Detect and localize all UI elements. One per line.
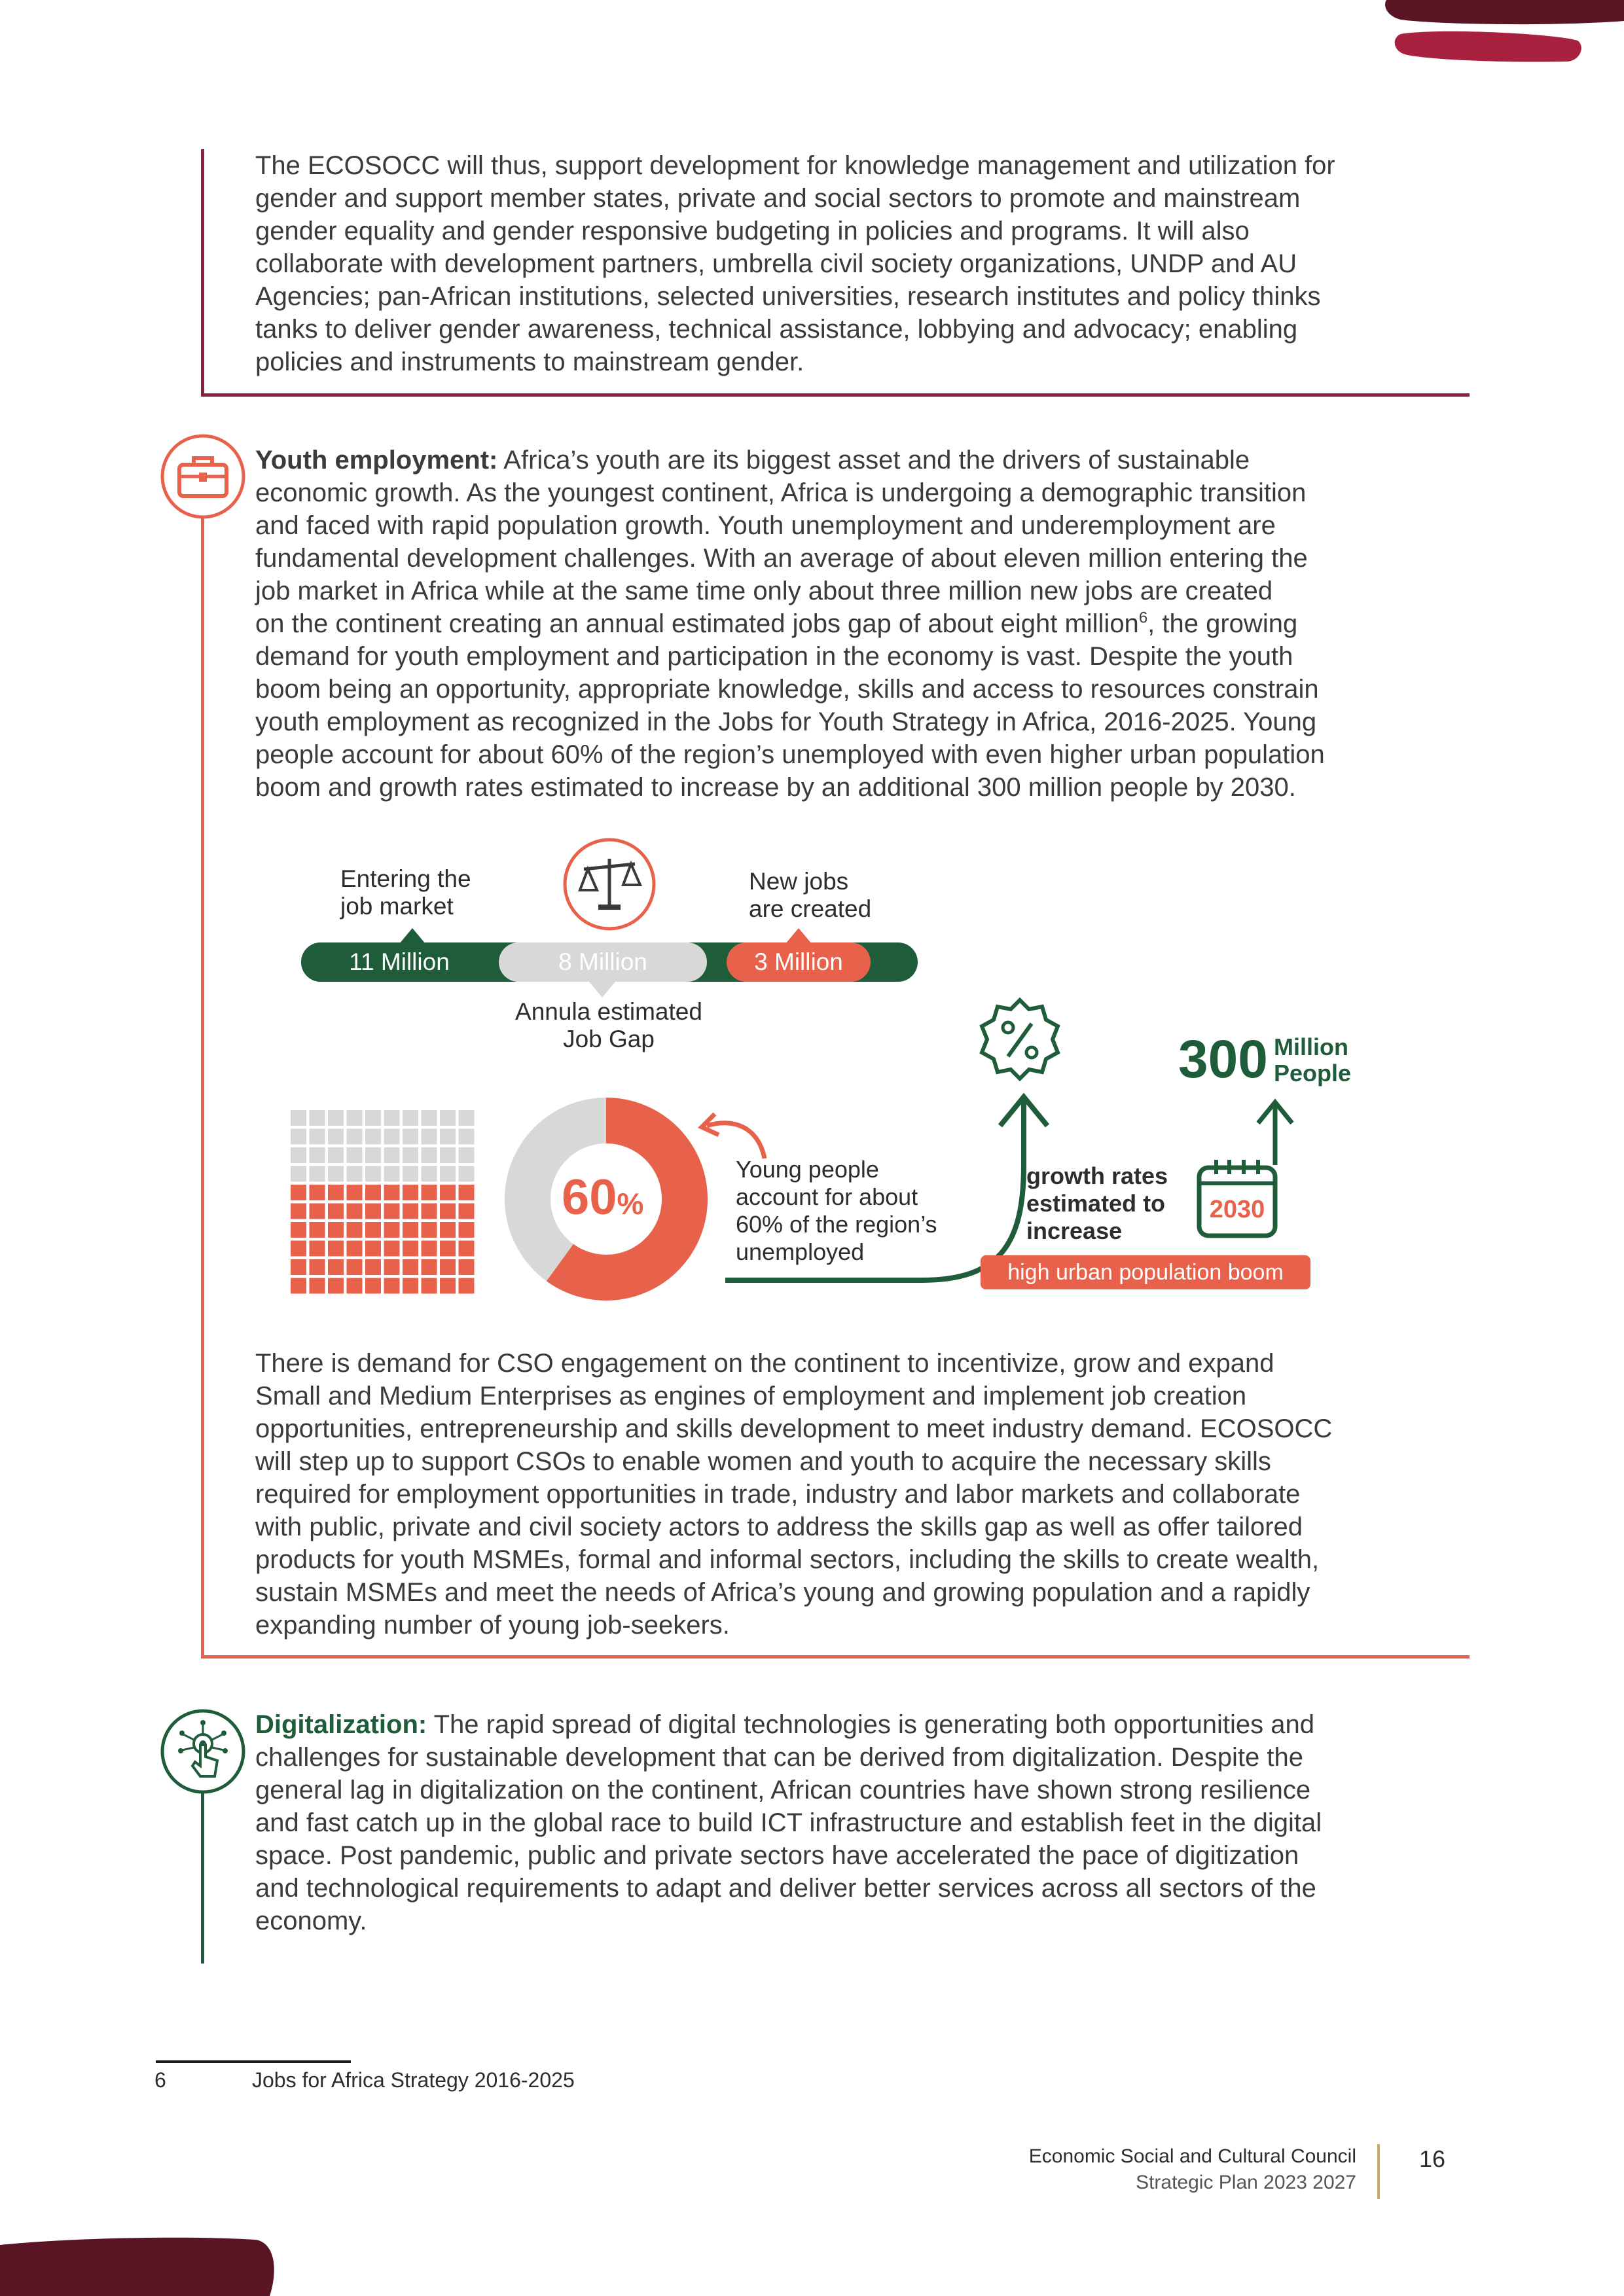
- waffle-cell: [384, 1166, 400, 1182]
- waffle-cell: [403, 1204, 418, 1219]
- youth-paragraph-2: There is demand for CSO engagement on the continent to incentivize, grow and expand Small and Medium Enterprises as engines of employment and implement job creation opportunities, entrepreneurship and skills development to meet industry demand. ECOSOCC will step up to support CSOs to enable women and youth to acquire the necessary skills required for employment opportunities in trade, industry and labor markets and collaborate with public, private and civil society actors to address the skills gap as well as offer tailored products for youth MSMEs, formal and informal sectors, including the skills to create wealth, sustain MSMEs and meet the needs of Africa’s young and growing population and a rapidly expanding number of young job-seekers.: [255, 1349, 1333, 1640]
- waffle-cell: [440, 1222, 456, 1238]
- annual-gap-label: Annula estimated Job Gap: [515, 998, 702, 1052]
- waffle-cell: [384, 1129, 400, 1145]
- waffle-cell: [291, 1204, 306, 1219]
- waffle-cell: [440, 1278, 456, 1294]
- waffle-cell: [422, 1204, 437, 1219]
- waffle-cell: [328, 1222, 344, 1238]
- waffle-cell: [422, 1259, 437, 1275]
- waffle-cell: [384, 1147, 400, 1163]
- waffle-cell: [310, 1278, 325, 1294]
- calendar-year: 2030: [1209, 1196, 1265, 1223]
- waffle-cell: [310, 1204, 325, 1219]
- waffle-cell: [347, 1129, 363, 1145]
- growth-text: growth rates estimated to increase: [1026, 1162, 1168, 1244]
- waffle-cell: [422, 1185, 437, 1200]
- waffle-cell: [365, 1204, 381, 1219]
- waffle-grid: [291, 1110, 480, 1300]
- waffle-cell: [422, 1241, 437, 1257]
- waffle-cell: [291, 1278, 306, 1294]
- waffle-cell: [440, 1241, 456, 1257]
- new-jobs-label: New jobs are created: [749, 868, 872, 922]
- donut-number: 60: [562, 1170, 617, 1225]
- page-number: 16: [1419, 2145, 1446, 2172]
- waffle-cell: [440, 1259, 456, 1275]
- youth-section-rule-horizontal: [201, 1655, 1470, 1659]
- urban-boom-pill: high urban population boom: [981, 1255, 1310, 1289]
- waffle-cell: [440, 1185, 456, 1200]
- youth-paragraph: [255, 444, 1466, 804]
- waffle-cell: [403, 1110, 418, 1126]
- waffle-cell: [365, 1222, 381, 1238]
- young-people-text: Young people account for about 60% of the region’s unemployed: [736, 1156, 937, 1265]
- waffle-cell: [310, 1259, 325, 1275]
- waffle-cell: [310, 1222, 325, 1238]
- waffle-cell: [328, 1204, 344, 1219]
- waffle-cell: [347, 1259, 363, 1275]
- waffle-cell: [384, 1185, 400, 1200]
- waffle-cell: [328, 1278, 344, 1294]
- waffle-cell: [384, 1222, 400, 1238]
- waffle-cell: [422, 1110, 437, 1126]
- waffle-cell: [347, 1166, 363, 1182]
- balance-scale-icon: [560, 835, 659, 933]
- waffle-cell: [310, 1185, 325, 1200]
- waffle-cell: [459, 1166, 475, 1182]
- footer-org: Economic Social and Cultural Council: [1028, 2145, 1356, 2167]
- big-number: 300: [1178, 1030, 1268, 1089]
- new-jobs-segment: 3 Million: [727, 942, 871, 982]
- waffle-cell: [365, 1241, 381, 1257]
- footnote-text: Jobs for Africa Strategy 2016-2025: [252, 2068, 575, 2092]
- entering-pointer: [399, 928, 425, 944]
- waffle-cell: [347, 1147, 363, 1163]
- footnote-number: 6: [154, 2068, 166, 2092]
- footnote-ref: 6: [1138, 609, 1148, 627]
- waffle-cell: [310, 1147, 325, 1163]
- waffle-cell: [328, 1166, 344, 1182]
- waffle-cell: [403, 1129, 418, 1145]
- youth-paragraph-text-cont: , the growing demand for youth employment and participation in the economy is vast. Despite the youth boom being an opportunity, appropriate knowledge, skills and access to resources constrain youth employment as recognized in the Jobs for Youth Strategy in Africa, 2016-2025. Young people account for about 60% of the region’s unemployed with even higher urban population boom and growth rates estimated to increase by an additional 300 million people by 2030.: [255, 609, 1325, 802]
- waffle-cell: [384, 1278, 400, 1294]
- waffle-cell: [365, 1147, 381, 1163]
- digital-paragraph-text: The rapid spread of digital technologies is generating both opportunities and challenges for sustainable development that can be derived from digitalization. Despite the general lag in digitalization on the continent, African countries have shown strong resilience and fast catch up in the global race to build ICT infrastructure and establish feet in the digital space. Post pandemic, public and private sectors have accelerated the pace of digitization and technological requirements to adapt and deliver better services across all sectors of the economy.: [255, 1710, 1322, 1935]
- waffle-cell: [422, 1166, 437, 1182]
- waffle-cell: [459, 1278, 475, 1294]
- waffle-cell: [459, 1185, 475, 1200]
- waffle-cell: [310, 1241, 325, 1257]
- waffle-cell: [310, 1110, 325, 1126]
- entering-market-segment: 11 Million: [301, 942, 497, 982]
- waffle-cell: [365, 1185, 381, 1200]
- waffle-cell: [403, 1166, 418, 1182]
- waffle-cell: [365, 1110, 381, 1126]
- waffle-cell: [459, 1147, 475, 1163]
- waffle-cell: [365, 1129, 381, 1145]
- digital-paragraph: [255, 1708, 1466, 1937]
- job-gap-segment: 8 Million: [499, 942, 707, 982]
- top-right-brush-decoration: [0, 0, 1624, 79]
- gender-section-rule-horizontal: [201, 393, 1470, 397]
- waffle-cell: [291, 1222, 306, 1238]
- gap-pointer: [589, 982, 615, 997]
- waffle-cell: [347, 1185, 363, 1200]
- waffle-cell: [347, 1241, 363, 1257]
- waffle-cell: [459, 1110, 475, 1126]
- waffle-cell: [384, 1204, 400, 1219]
- waffle-cell: [403, 1278, 418, 1294]
- youth-section-rule-vertical: [201, 512, 204, 1659]
- waffle-cell: [422, 1278, 437, 1294]
- entering-job-market-label: Entering the job market: [340, 865, 471, 920]
- waffle-cell: [291, 1241, 306, 1257]
- waffle-cell: [328, 1259, 344, 1275]
- waffle-cell: [310, 1166, 325, 1182]
- waffle-cell: [328, 1185, 344, 1200]
- waffle-cell: [403, 1147, 418, 1163]
- briefcase-icon: [157, 431, 249, 522]
- waffle-cell: [328, 1241, 344, 1257]
- waffle-cell: [347, 1222, 363, 1238]
- waffle-cell: [384, 1259, 400, 1275]
- footer-divider: [1377, 2144, 1380, 2199]
- waffle-cell: [291, 1259, 306, 1275]
- footer-plan: Strategic Plan 2023 2027: [1136, 2172, 1356, 2193]
- waffle-cell: [440, 1147, 456, 1163]
- waffle-cell: [384, 1110, 400, 1126]
- waffle-cell: [459, 1222, 475, 1238]
- gender-paragraph: The ECOSOCC will thus, support development for knowledge management and utilization for gender and support member states, private and social sectors to promote and mainstream gender equality and gender responsive budgeting in policies and programs. It will also collaborate with development partners, umbrella civil society organizations, UNDP and AU Agencies; pan-African institutions, selected universities, research institutes and policy thinks tanks to deliver gender awareness, technical assistance, lobbying and advocacy; enabling policies and instruments to mainstream gender.: [255, 151, 1335, 376]
- waffle-cell: [403, 1222, 418, 1238]
- digital-touch-icon: [157, 1706, 249, 1797]
- waffle-cell: [459, 1129, 475, 1145]
- waffle-cell: [422, 1147, 437, 1163]
- waffle-cell: [459, 1204, 475, 1219]
- waffle-cell: [328, 1110, 344, 1126]
- waffle-cell: [328, 1147, 344, 1163]
- waffle-cell: [440, 1110, 456, 1126]
- youth-heading: Youth employment:: [255, 446, 498, 475]
- waffle-cell: [310, 1129, 325, 1145]
- waffle-cell: [384, 1241, 400, 1257]
- waffle-cell: [440, 1129, 456, 1145]
- waffle-cell: [347, 1110, 363, 1126]
- waffle-cell: [459, 1241, 475, 1257]
- waffle-cell: [459, 1259, 475, 1275]
- waffle-cell: [403, 1259, 418, 1275]
- waffle-cell: [347, 1278, 363, 1294]
- gender-section-rule-vertical: [201, 149, 204, 397]
- waffle-cell: [403, 1185, 418, 1200]
- waffle-cell: [291, 1110, 306, 1126]
- waffle-cell: [291, 1147, 306, 1163]
- waffle-cell: [291, 1166, 306, 1182]
- waffle-cell: [403, 1241, 418, 1257]
- percent-badge-icon: [974, 995, 1066, 1086]
- waffle-cell: [291, 1185, 306, 1200]
- waffle-cell: [291, 1129, 306, 1145]
- waffle-cell: [347, 1204, 363, 1219]
- big-number-unit: Million People: [1274, 1033, 1352, 1086]
- waffle-cell: [422, 1129, 437, 1145]
- waffle-cell: [328, 1129, 344, 1145]
- new-jobs-pointer: [785, 928, 812, 944]
- youth-paragraph-text: Africa’s youth are its biggest asset and the drivers of sustainable economic growth. As the youngest continent, Africa is undergoing a demographic transition and faced with rapid population growth. Youth unemployment and underemployment are fundamental development challenges. With an average of about eleven million entering the job market in Africa while at the same time only about three million new jobs are created on the continent creating an annual estimated jobs gap of about eight million: [255, 446, 1308, 638]
- donut-unit: %: [617, 1187, 644, 1221]
- waffle-cell: [365, 1166, 381, 1182]
- waffle-cell: [440, 1204, 456, 1219]
- waffle-cell: [365, 1259, 381, 1275]
- waffle-cell: [365, 1278, 381, 1294]
- donut-value: [562, 1172, 643, 1230]
- bottom-left-brush-decoration: [0, 2231, 288, 2296]
- digital-heading: Digitalization:: [255, 1710, 427, 1739]
- waffle-cell: [422, 1222, 437, 1238]
- footnote-rule: [156, 2060, 351, 2063]
- waffle-cell: [440, 1166, 456, 1182]
